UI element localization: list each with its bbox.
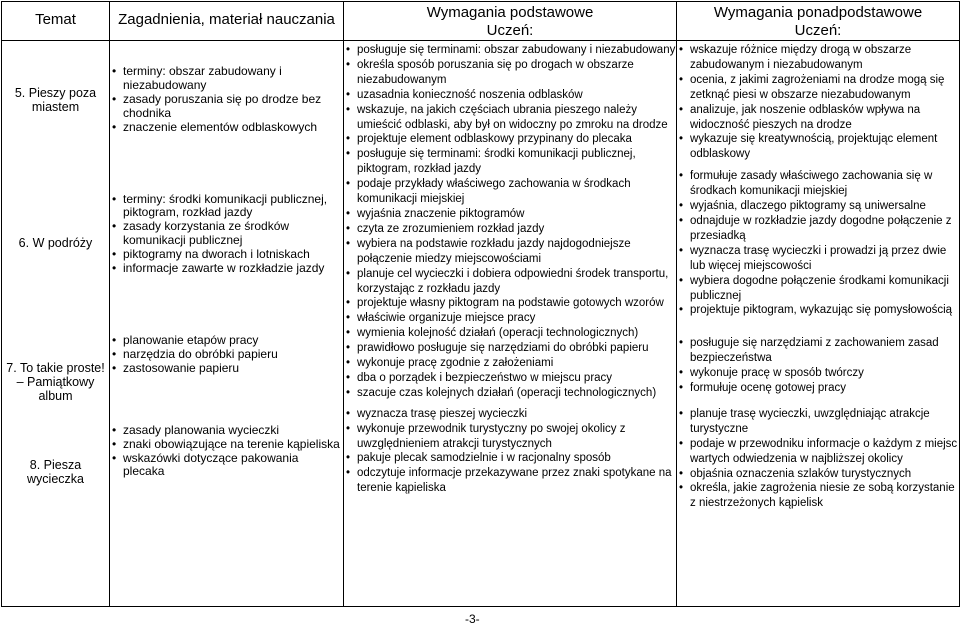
list-item: • piktogramy na dworach i lotniskach [110,248,343,262]
list-item: • wykonuje przewodnik turystyczny po swojej okolicy z uwzględnieniem atrakcji turystycznych [344,422,676,452]
list-item: • znaki obowiązujące na terenie kąpieliska [110,438,343,452]
list-item: • odczytuje informacje przekazywane przez znaki spotykane na terenie kąpieliska [344,466,676,496]
list-item: • wskazuje, na jakich częściach ubrania pieszego należy umieścić odblaski, aby był on widoczny po zmroku na drodze [344,103,676,133]
list-item: • pakuje plecak samodzielnie i w racjonalny sposób [344,451,676,466]
list-item: • zasady korzystania ze środków komunikacji publicznej [110,220,343,248]
list-item: • właściwie organizuje miejsce pracy [344,311,676,326]
list-item: • zasady planowania wycieczki [110,424,343,438]
list-item: • szacuje czas kolejnych działań (operacji technologicznych) [344,386,676,401]
basic-list-6 [344,147,676,311]
list-item: • formułuje zasady właściwego zachowania się w środkach komunikacji miejskiej [677,169,959,199]
list-item: • wybiera na podstawie rozkładu jazdy najdogodniejsze połączenie miedzy miejscowościami [344,237,676,267]
curriculum-table [1,1,960,607]
list-item: • zasady poruszania się po drodze bez chodnika [110,93,343,121]
basic-list-5 [344,43,676,147]
list-item: • podaje w przewodniku informacje o każdym z miejsc wartych odwiedzenia w najbliższej okolicy [677,437,959,467]
basic-requirements-cell [344,41,677,607]
header-ponadpodstawowe: Wymagania ponadpodstawowe Uczeń: [677,2,960,41]
list-item: • odnajduje w rozkładzie jazdy dogodne połączenie z przesiadką [677,214,959,244]
list-item: • planuje trasę wycieczki, uwzględniając atrakcje turystyczne [677,407,959,437]
advanced-list-6 [677,169,959,318]
header-podstawowe: Wymagania podstawowe Uczeń: [344,2,677,41]
list-item: • narzędzia do obróbki papieru [110,348,343,362]
materials-list-7 [110,334,343,376]
list-item: • podaje przykłady właściwego zachowania w środkach komunikacji miejskiej [344,177,676,207]
list-item: • projektuje własny piktogram na podstawie gotowych wzorów [344,296,676,311]
list-item: • wykonuje pracę w sposób twórczy [677,366,959,381]
list-item: • informacje zawarte w rozkładzie jazdy [110,262,343,276]
topic-7: 7. To takie proste! – Pamiątkowy album [6,361,105,403]
topic-8: 8. Piesza wycieczka [27,458,84,486]
header-row [2,2,960,41]
list-item: • wykonuje pracę zgodnie z założeniami [344,356,676,371]
advanced-list-7 [677,336,959,396]
list-item: • ocenia, z jakimi zagrożeniami na drodze mogą się zetknąć piesi w obszarze niezabudowanym [677,73,959,103]
list-item: • planowanie etapów pracy [110,334,343,348]
list-item: • wskazówki dotyczące pakowania plecaka [110,452,343,480]
list-item: • wymienia kolejność działań (operacji technologicznych) [344,326,676,341]
list-item: • czyta ze zrozumieniem rozkład jazdy [344,222,676,237]
list-item: • znaczenie elementów odblaskowych [110,121,343,135]
header-temat: Temat [2,2,110,41]
advanced-requirements-cell [677,41,960,607]
materials-list-5 [110,65,343,135]
list-item: • dba o porządek i bezpieczeństwo w miejscu pracy [344,371,676,386]
list-item: • wykazuje się kreatywnością, projektując element odblaskowy [677,132,959,162]
list-item: • planuje cel wycieczki i dobiera odpowiedni środek transportu, korzystając z rozkładu jazdy [344,267,676,297]
list-item: • formułuje ocenę gotowej pracy [677,381,959,396]
list-item: • terminy: obszar zabudowany i niezabudowany [110,65,343,93]
list-item: • posługuje się terminami: obszar zabudowany i niezabudowany [344,43,676,58]
list-item: • uzasadnia konieczność noszenia odblasków [344,88,676,103]
basic-list-8 [344,407,676,496]
materials-list-6 [110,193,343,276]
list-item: • wybiera dogodne połączenie środkami komunikacji publicznej [677,274,959,304]
list-item: • wyznacza trasę wycieczki i prowadzi ją przez dwie lub więcej miejscowości [677,244,959,274]
page-number: -3- [465,612,480,626]
list-item: • objaśnia oznaczenia szlaków turystycznych [677,467,959,482]
list-item: • analizuje, jak noszenie odblasków wpływa na widoczność pieszych na drodze [677,103,959,133]
list-item: • projektuje element odblaskowy przypinany do plecaka [344,132,676,147]
header-zagadnienia: Zagadnienia, materiał nauczania [110,2,344,41]
list-item: • posługuje się terminami: środki komunikacji publicznej, piktogram, rozkład jazdy [344,147,676,177]
advanced-list-5 [677,43,959,162]
list-item: • wskazuje różnice między drogą w obszarze zabudowanym i niezabudowanym [677,43,959,73]
topic-5: 5. Pieszy poza miastem [14,86,97,114]
list-item: • posługuje się narzędziami z zachowaniem zasad bezpieczeństwa [677,336,959,366]
list-item: • wyznacza trasę pieszej wycieczki [344,407,676,422]
list-item: • zastosowanie papieru [110,362,343,376]
list-item: • terminy: środki komunikacji publicznej, piktogram, rozkład jazdy [110,193,343,221]
lesson-row [2,41,960,607]
list-item: • określa sposób poruszania się po drogach w obszarze niezabudowanym [344,58,676,88]
topics-cell [2,41,110,607]
list-item: • projektuje piktogram, wykazując się pomysłowością [677,303,959,318]
list-item: • prawidłowo posługuje się narzędziami do obróbki papieru [344,341,676,356]
topic-6: 6. W podróży [18,236,93,250]
list-item: • określa, jakie zagrożenia niesie ze sobą korzystanie z niestrzeżonych kąpielisk [677,481,959,511]
materials-list-8 [110,424,343,480]
basic-list-7 [344,311,676,400]
materials-cell [110,41,344,607]
advanced-list-8 [677,407,959,511]
list-item: • wyjaśnia znaczenie piktogramów [344,207,676,222]
list-item: • wyjaśnia, dlaczego piktogramy są uniwersalne [677,199,959,214]
